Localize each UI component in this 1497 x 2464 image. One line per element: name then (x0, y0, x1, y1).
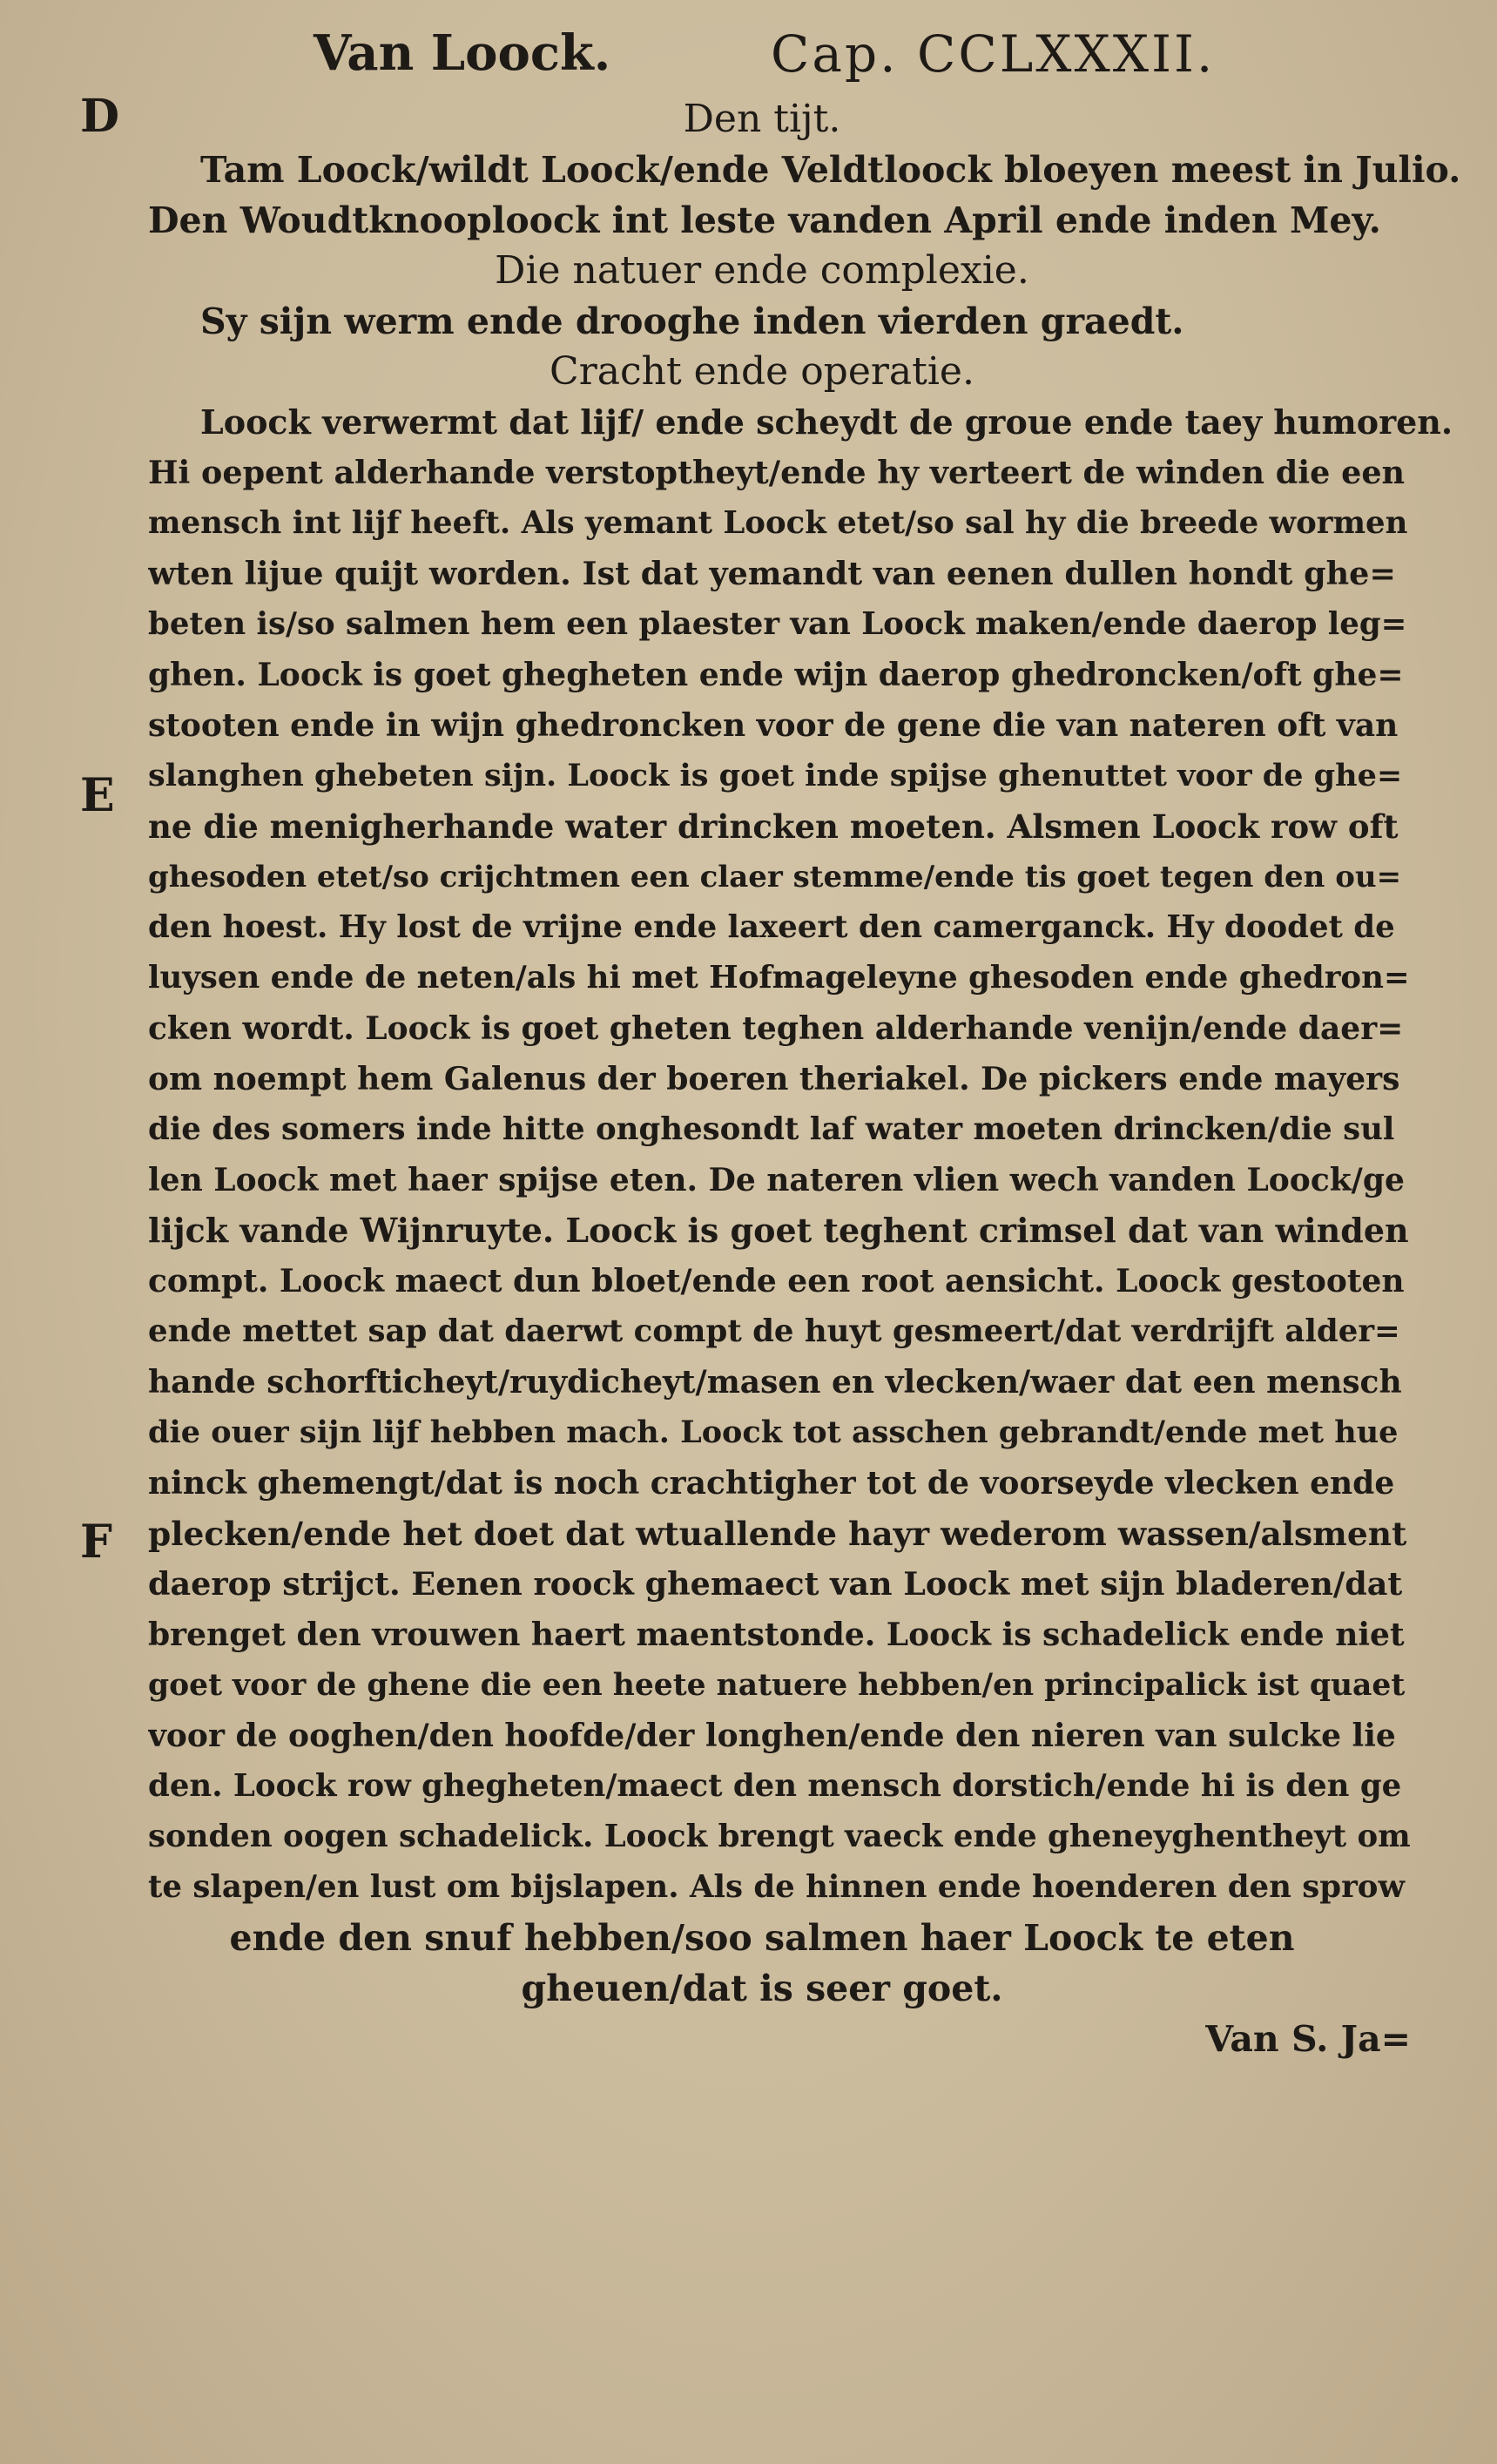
text-line: wten lijue quijt worden. Ist dat yemandt van eenen dullen hondt ghe= (148, 555, 1396, 592)
text-line: die des somers inde hitte onghesondt laf water moeten drincken/die sul (148, 1111, 1395, 1147)
text-line: den hoest. Hy lost de vrijne ende laxeert den camerganck. Hy doodet de (148, 909, 1395, 945)
text-line: slanghen ghebeten sijn. Loock is goet inde spijse ghenuttet voor de ghe= (148, 758, 1403, 793)
text-line: Hi oepent alderhande verstoptheyt/ende hy verteert de winden die een (148, 454, 1406, 491)
text-line: daerop strijct. Eenen roock ghemaect van Loock met sijn bladeren/dat (148, 1565, 1403, 1603)
margin-letter-d: D (80, 90, 120, 143)
text-line: den. Loock row ghegheten/maect den mensch dorstich/ende hi is den ge (148, 1768, 1402, 1804)
text-line: beten is/so salmen hem een plaester van Loock maken/ende daerop leg= (148, 606, 1407, 642)
text-line: Sy sijn werm ende drooghe inden vierden graedt. (200, 300, 1184, 342)
section-heading-nature: Die natuer ende complexie. (495, 248, 1029, 293)
text-line: voor de ooghen/den hoofde/der longhen/ende den nieren van sulcke lie (148, 1718, 1396, 1754)
text-line: goet voor de ghene die een heete natuere hebben/en principalick ist quaet (148, 1668, 1406, 1703)
text-line: hande schorfticheyt/ruydicheyt/masen en vlecken/waer dat een mensch (148, 1364, 1402, 1401)
text-line: Den Woudtknooploock int leste vanden April ende inden Mey. (148, 199, 1381, 241)
chapter-number: Cap. CCLXXXII. (771, 24, 1216, 84)
catchword: Van S. Ja= (1205, 2018, 1411, 2060)
section-heading-power: Cracht ende operatie. (550, 349, 974, 394)
text-line: ende den snuf hebben/soo salmen haer Loock te eten (229, 1917, 1295, 1959)
text-line: gheuen/dat is seer goet. (521, 1968, 1003, 2009)
text-line: ende mettet sap dat daerwt compt de huyt gesmeert/dat verdrijft alder= (148, 1313, 1400, 1349)
text-line: ghesoden etet/so crijchtmen een claer stemme/ende tis goet tegen den ou= (148, 860, 1402, 894)
text-line: sonden oogen schadelick. Loock brengt vaeck ende gheneyghentheyt om (148, 1819, 1411, 1854)
text-line: luysen ende de neten/als hi met Hofmageleyne ghesoden ende ghedron= (148, 960, 1410, 996)
text-line: om noempt hem Galenus der boeren theriakel. De pickers ende mayers (148, 1061, 1400, 1097)
text-line: Tam Loock/wildt Loock/ende Veldtloock bloeyen meest in Julio. (200, 149, 1461, 191)
text-line: len Loock met haer spijse eten. De nateren vlien wech vanden Loock/ge (148, 1162, 1405, 1198)
text-line: ne die menigherhande water drincken moeten. Alsmen Loock row oft (148, 807, 1399, 846)
text-line: te slapen/en lust om bijslapen. Als de hinnen ende hoenderen den sprow (148, 1869, 1406, 1905)
section-heading-time: Den tijt. (683, 97, 841, 141)
text-line: mensch int lijf heeft. Als yemant Loock etet/so sal hy die breede wormen (148, 505, 1408, 541)
running-head: Van Loock. (314, 24, 611, 82)
text-line: compt. Loock maect dun bloet/ende een root aensicht. Loock gestooten (148, 1263, 1405, 1300)
text-line: ninck ghemengt/dat is noch crachtigher tot de voorseyde vlecken ende (148, 1465, 1395, 1502)
text-line: brenget den vrouwen haert maentstonde. Loock is schadelick ende niet (148, 1617, 1405, 1653)
text-line: lijck vande Wijnruyte. Loock is goet teghent crimsel dat van winden (148, 1211, 1409, 1250)
text-line: cken wordt. Loock is goet gheten teghen alderhande venijn/ende daer= (148, 1010, 1404, 1047)
text-line: plecken/ende het doet dat wtuallende hayr wederom wassen/alsment (148, 1515, 1407, 1553)
text-line: Loock verwermt dat lijf/ ende scheydt de groue ende taey humoren. (200, 402, 1453, 442)
text-line: stooten ende in wijn ghedroncken voor de gene die van nateren oft van (148, 707, 1399, 744)
text-line: ghen. Loock is goet ghegheten ende wijn daerop ghedroncken/oft ghe= (148, 657, 1404, 693)
margin-letter-e: E (80, 769, 115, 822)
margin-letter-f: F (80, 1516, 112, 1569)
text-line: die ouer sijn lijf hebben mach. Loock tot asschen gebrandt/ende met hue (148, 1414, 1399, 1450)
